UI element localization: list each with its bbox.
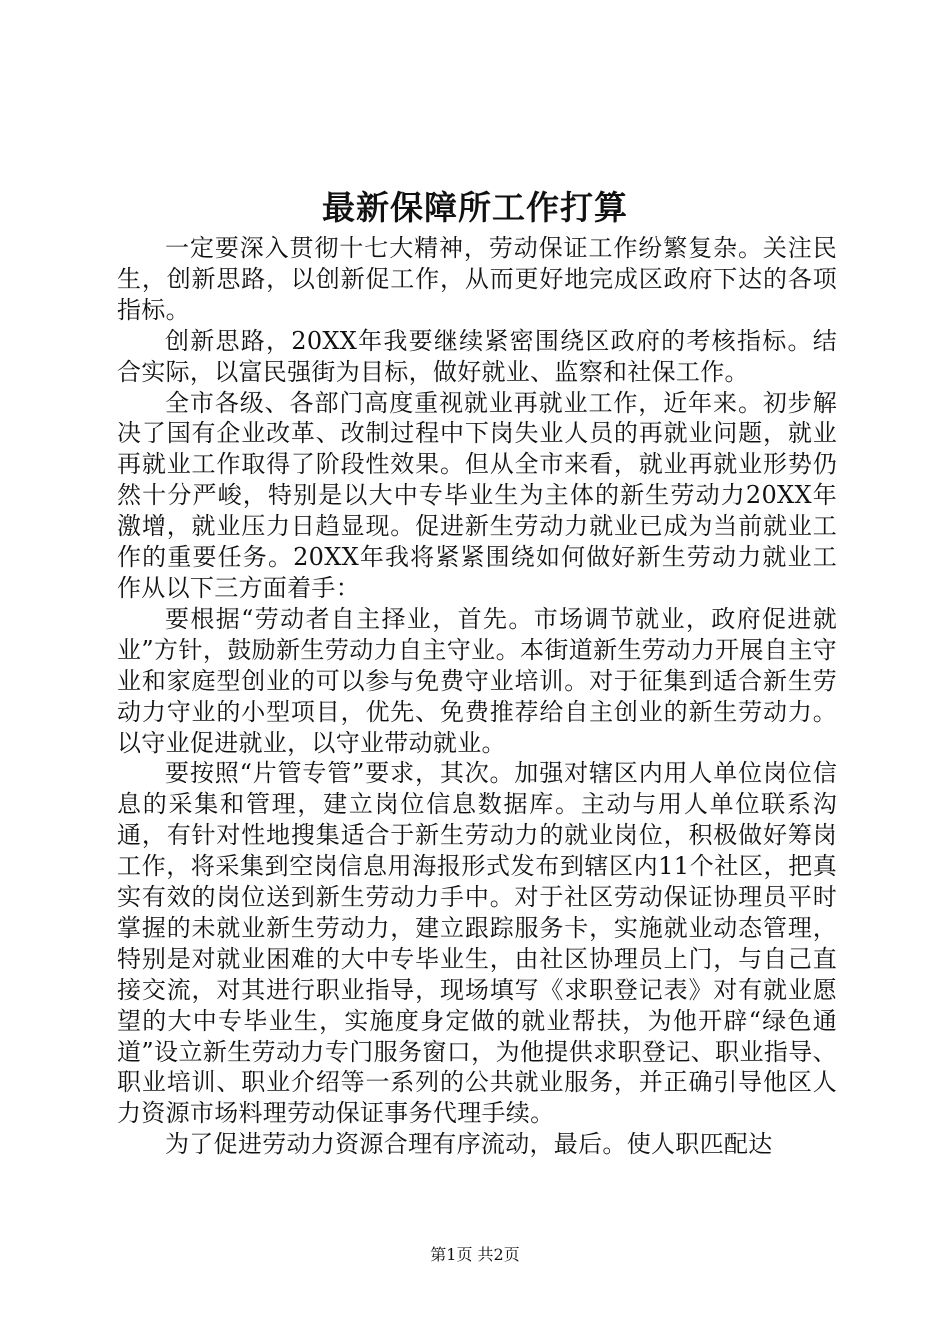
paragraph-1: 一定要深入贯彻十七大精神，劳动保证工作纷繁复杂。关注民生，创新思路，以创新促工作，从而更好地完成区政府下达的各项指标。 bbox=[117, 234, 837, 324]
page-footer: 第1页 共2页 bbox=[430, 1245, 520, 1264]
paragraph-3: 全市各级、各部门高度重视就业再就业工作，近年来。初步解决了国有企业改革、改制过程中下岗失业人员的再就业问题，就业再就业工作取得了阶段性效果。但从全市来看，就业再就业形势仍然十分严峻，特别是以大中专毕业生为主体的新生劳动力20XX年激增，就业压力日趋显现。促进新生劳动力就业已成为当前就业工作的重要任务。20XX年我将紧紧围绕如何做好新生劳动力就业工作从以下三方面着手： bbox=[117, 388, 837, 602]
paragraph-2: 创新思路，20XX年我要继续紧密围绕区政府的考核指标。结合实际，以富民强街为目标，做好就业、监察和社保工作。 bbox=[117, 326, 837, 386]
paragraph-6: 为了促进劳动力资源合理有序流动，最后。使人职匹配达 bbox=[165, 1130, 773, 1159]
paragraph-5: 要按照“片管专管”要求，其次。加强对辖区内用人单位岗位信息的采集和管理，建立岗位信息数据库。主动与用人单位联系沟通，有针对性地搜集适合于新生劳动力的就业岗位，积极做好筹岗工作，将采集到空岗信息用海报形式发布到辖区内11个社区，把真实有效的岗位送到新生劳动力手中。对于社区劳动保证协理员平时掌握的未就业新生劳动力，建立跟踪服务卡，实施就业动态管理，特别是对就业困难的大中专毕业生，由社区协理员上门，与自己直接交流，对其进行职业指导，现场填写《求职登记表》对有就业愿望的大中专毕业生，实施度身定做的就业帮扶，为他开辟“绿色通道”设立新生劳动力专门服务窗口，为他提供求职登记、职业指导、职业培训、职业介绍等一系列的公共就业服务，并正确引导他区人力资源市场料理劳动保证事务代理手续。 bbox=[117, 759, 837, 1128]
paragraph-4: 要根据“劳动者自主择业，首先。市场调节就业，政府促进就业”方针，鼓励新生劳动力自主守业。本街道新生劳动力开展自主守业和家庭型创业的可以参与免费守业培训。对于征集到适合新生劳动力守业的小型项目，优先、免费推荐给自主创业的新生劳动力。以守业促进就业，以守业带动就业。 bbox=[117, 604, 837, 757]
document-body bbox=[117, 233, 837, 1160]
document-title: 最新保障所工作打算 bbox=[322, 188, 628, 227]
